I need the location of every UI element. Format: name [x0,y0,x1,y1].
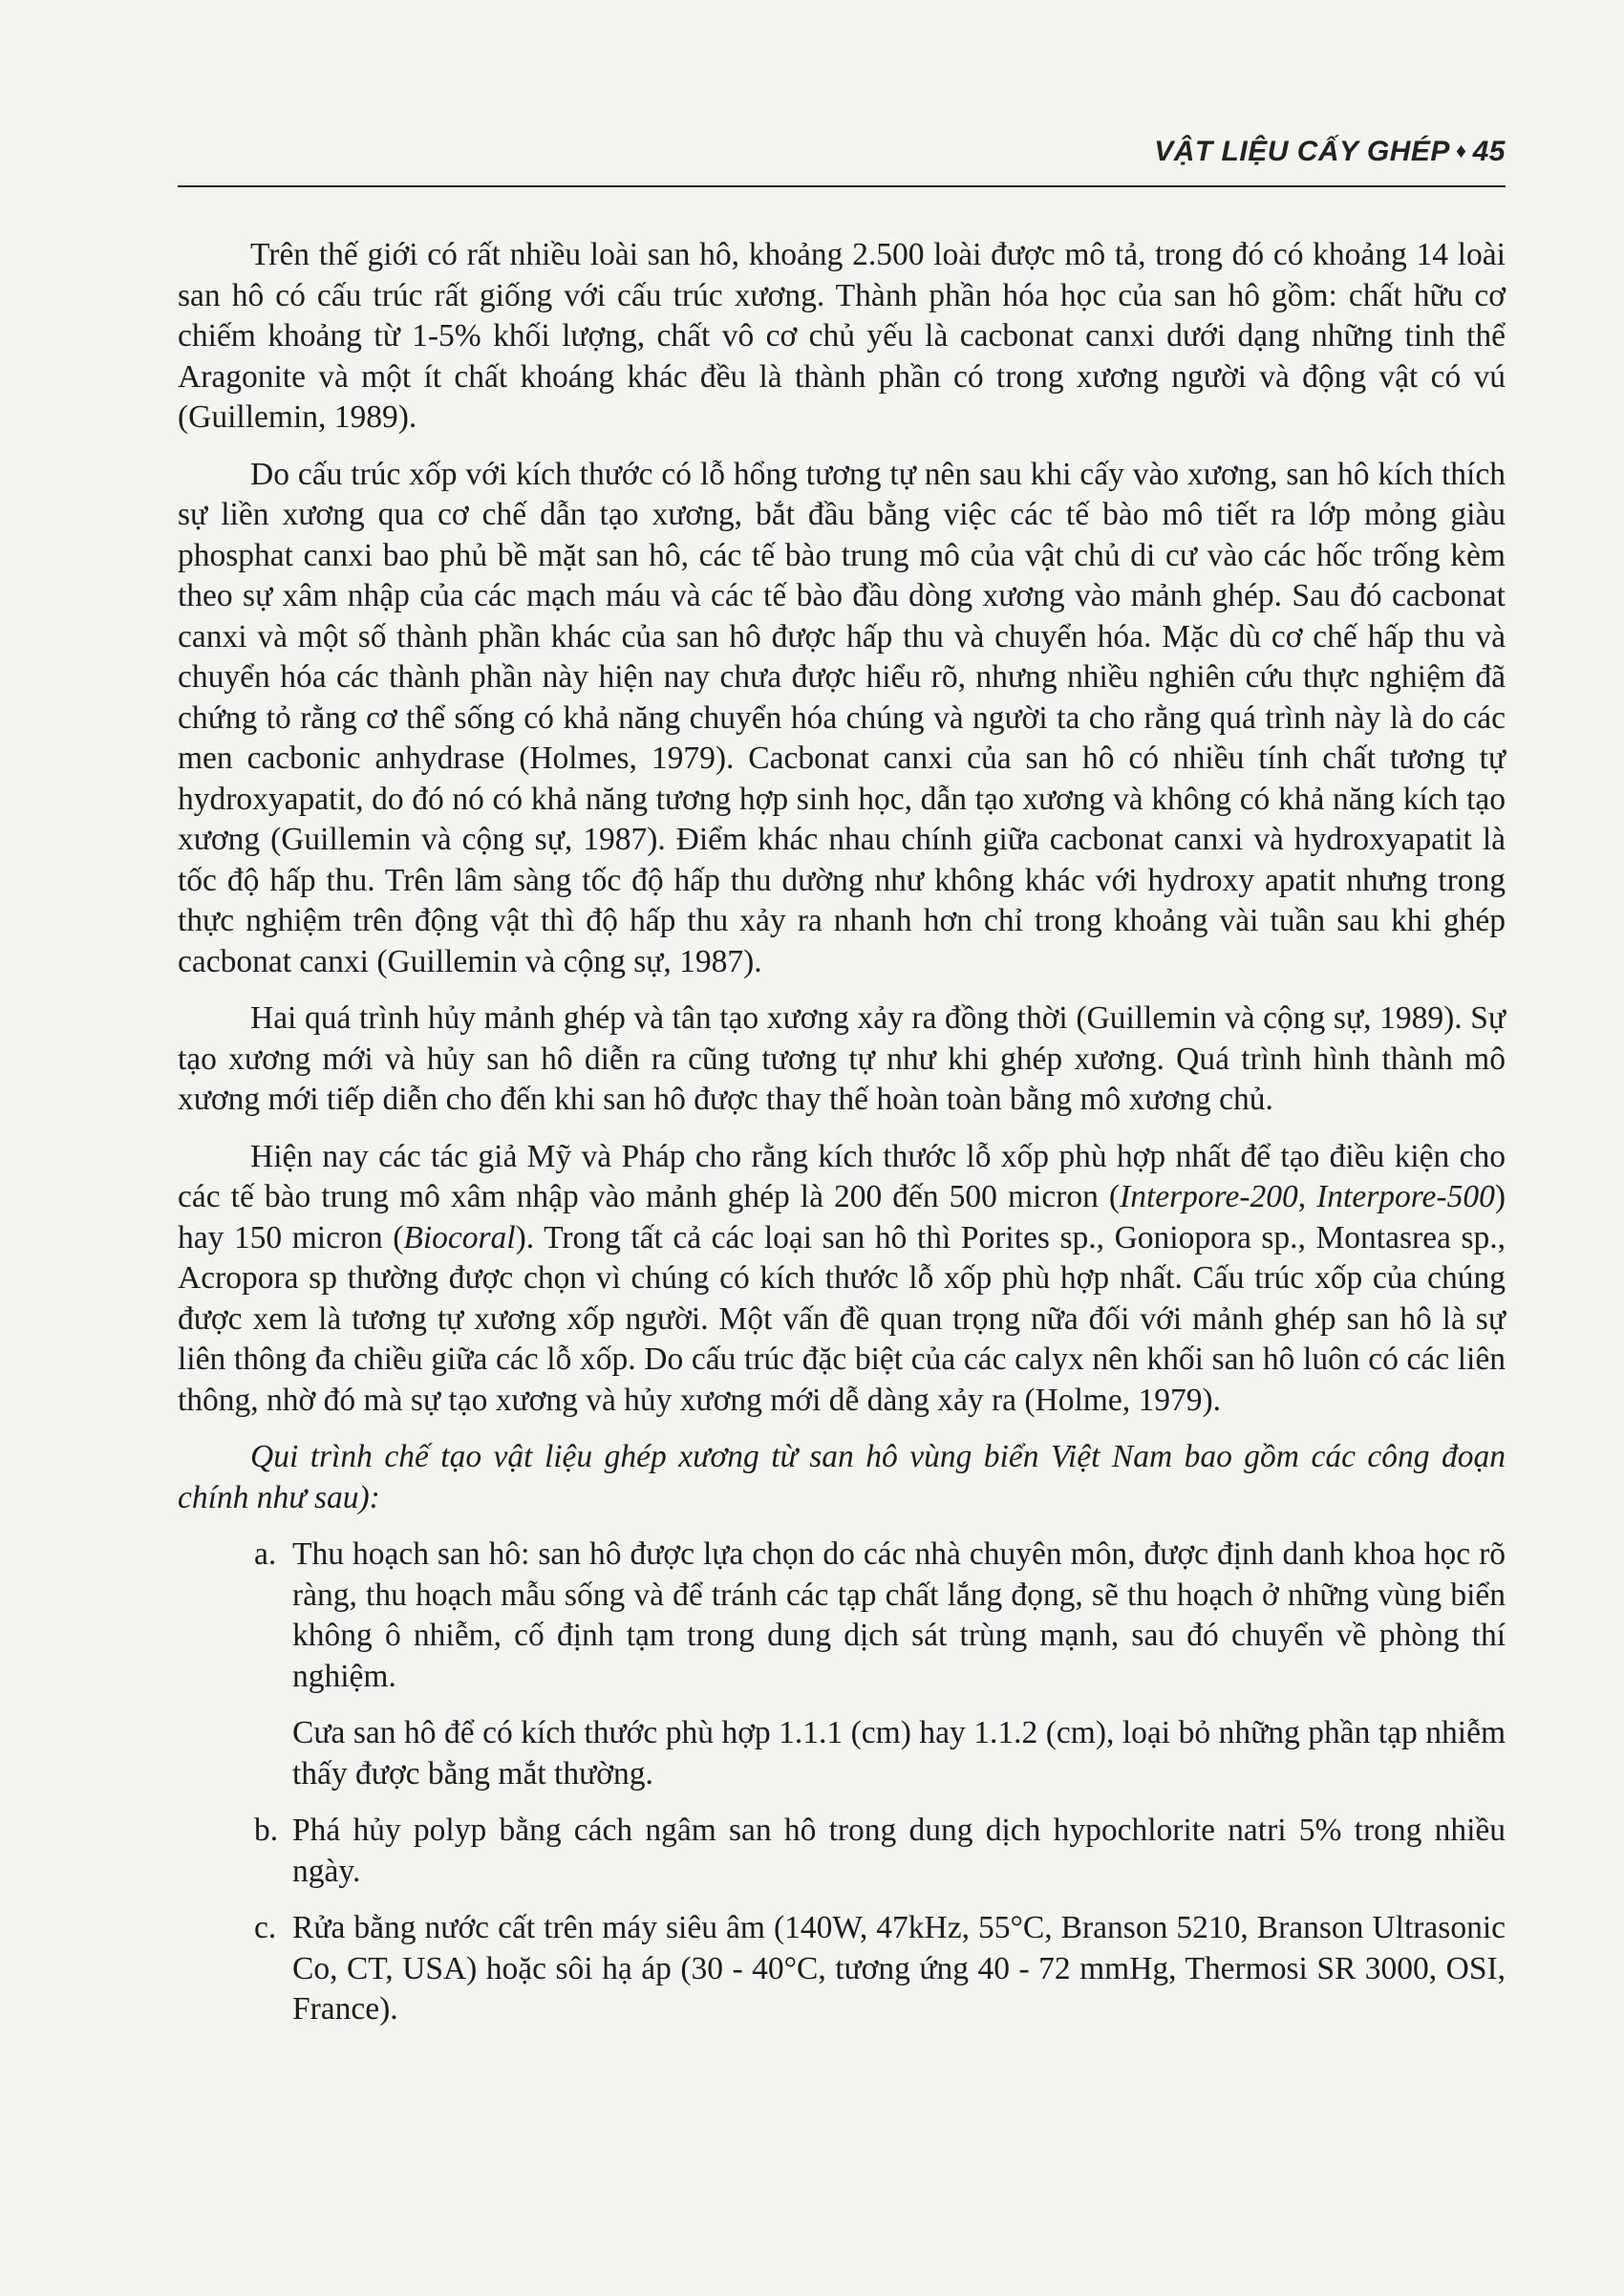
pore-size-text-3: ). Trong tất cả các loại san hô thì Porites sp., Goniopora sp., Montasrea sp., Acropora sp thường được chọn vì chúng có kích thước lỗ xốp phù hợp nhất. Cấu trúc xốp của chúng được xem là tương tự xương xốp người. Một vấn đề quan trọng nữa đối với mảnh ghép san hô là sự liên thông đa chiều giữa các lỗ xốp. Do cấu trúc đặc biệt của các calyx nên khối san hô luôn có các liên thông, nhờ đó mà sự tạo xương và hủy xương mới dễ dàng xảy ra (Holme, 1979). [178,1219,1506,1418]
list-marker: b. [254,1813,279,1848]
list-marker: a. [254,1536,277,1572]
list-item-text: Thu hoạch san hô: san hô được lựa chọn do các nhà chuyên môn, được định danh khoa học rõ ràng, thu hoạch mẫu sống và để tránh các tạp chất lắng đọng, sẽ thu hoạch ở những vùng biển không ô nhiễm, cố định tạm trong dung dịch sát trùng mạnh, sau đó chuyển về phòng thí nghiệm. [292,1536,1506,1694]
page-header [178,130,1506,187]
list-item-text: Rửa bằng nước cất trên máy siêu âm (140W, 47kHz, 55°C, Branson 5210, Branson Ultrasonic Co, CT, USA) hoặc sôi hạ áp (30 - 40°C, tương ứng 40 - 72 mmHg, Thermosi SR 3000, OSI, France). [292,1910,1506,2027]
procedure-list [178,1534,1506,2030]
list-item [178,1811,1506,1892]
paragraph-graft-resorption: Hai quá trình hủy mảnh ghép và tân tạo xương xảy ra đồng thời (Guillemin và cộng sự, 1989). Sự tạo xương mới và hủy san hô diễn ra cũng tương tự như khi ghép xương. Quá trình hình thành mô xương mới tiếp diễn cho đến khi san hô được thay thế hoàn toàn bằng mô xương chủ. [178,1000,1506,1117]
pore-size-text-2: ) hay 150 micron ( [178,1179,1506,1255]
running-head [1154,136,1506,168]
diamond-separator-icon: ♦ [1455,139,1467,162]
list-item [178,1534,1506,1794]
paragraph-pore-size [178,1137,1506,1422]
list-marker: c. [254,1910,277,1945]
paragraph-coral-mechanism: Do cấu trúc xốp với kích thước có lỗ hổng tương tự nên sau khi cấy vào xương, san hô kích thích sự liền xương qua cơ chế dẫn tạo xương, bắt đầu bằng việc các tế bào mô tiết ra lớp mỏng giàu phosphat canxi bao phủ bề mặt san hô, các tế bào trung mô của vật chủ di cư vào các hốc trống kèm theo sự xâm nhập của các mạch máu và các tế bào đầu dòng xương vào mảnh ghép. Sau đó cacbonat canxi và một số thành phần khác của san hô được hấp thu và chuyển hóa. Mặc dù cơ chế hấp thu và chuyển hóa các thành phần này hiện nay chưa được hiểu rõ, nhưng nhiều nghiên cứu thực nghiệm đã chứng tỏ rằng cơ thể sống có khả năng chuyển hóa chúng và người ta cho rằng quá trình này là do các men cacbonic anhydrase (Holmes, 1979). Cacbonat canxi của san hô có nhiều tính chất tương tự hydroxyapatit, do đó nó có khả năng tương hợp sinh học, dẫn tạo xương và không có khả năng kích tạo xương (Guillemin và cộng sự, 1987). Điểm khác nhau chính giữa cacbonat canxi và hydroxyapatit là tốc độ hấp thu. Trên lâm sàng tốc độ hấp thu dường như không khác với hydroxy apatit nhưng trong thực nghiệm trên động vật thì độ hấp thu xảy ra nhanh hơn chỉ trong khoảng vài tuần sau khi ghép cacbonat canxi (Guillemin và cộng sự, 1987). [178,456,1506,979]
list-item-subtext: Cưa san hô để có kích thước phù hợp 1.1.1 (cm) hay 1.1.2 (cm), loại bỏ những phần tạp nhiễm thấy được bằng mắt thường. [292,1715,1506,1792]
list-item [178,1908,1506,2030]
pore-size-text-1: Hiện nay các tác giả Mỹ và Pháp cho rằng kích thước lỗ xốp phù hợp nhất để tạo điều kiện cho các tế bào trung mô xâm nhập vào mảnh ghép là 200 đến 500 micron ( [178,1138,1506,1214]
product-names-interpore: Interpore-200, Interpore-500 [1120,1179,1495,1214]
list-item-text: Phá hủy polyp bằng cách ngâm san hô trong dung dịch hypochlorite natri 5% trong nhiều ngày. [292,1813,1506,1889]
page-body [178,235,1506,2047]
paragraph-procedure-intro: Qui trình chế tạo vật liệu ghép xương từ san hô vùng biển Việt Nam bao gồm các công đoạn chính như sau): [178,1439,1506,1515]
product-name-biocoral: Biocoral [403,1219,516,1255]
chapter-title: VẬT LIỆU CẤY GHÉP [1154,136,1450,167]
paragraph-coral-species: Trên thế giới có rất nhiều loài san hô, khoảng 2.500 loài được mô tả, trong đó có khoảng 14 loài san hô có cấu trúc rất giống với cấu trúc xương. Thành phần hóa học của san hô gồm: chất hữu cơ chiếm khoảng từ 1-5% khối lượng, chất vô cơ chủ yếu là cacbonat canxi dưới dạng những tinh thể Aragonite và một ít chất khoáng khác đều là thành phần có trong xương người và động vật có vú (Guillemin, 1989). [178,237,1506,435]
page-number: 45 [1472,136,1506,167]
